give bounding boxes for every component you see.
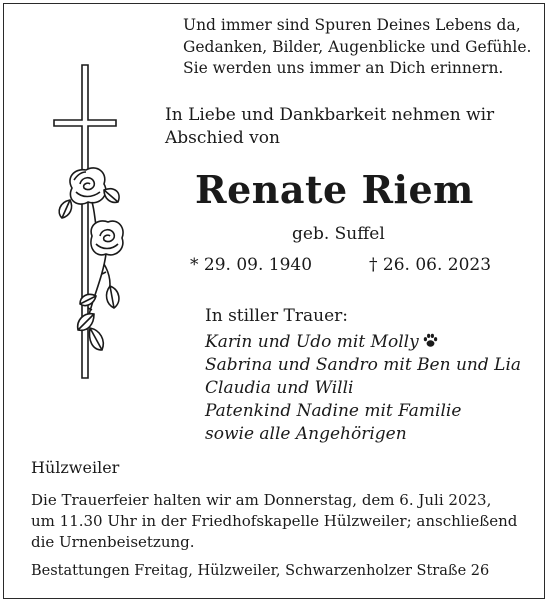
service-line: um 11.30 Uhr in der Friedhofskapelle Hülzweiler; anschließend [31, 512, 518, 530]
memorial-poem [183, 15, 543, 80]
intro-line: In Liebe und Dankbarkeit nehmen wir [165, 105, 495, 125]
service-line: Die Trauerfeier halten wir am Donnerstag, dem 6. Juli 2023, [31, 491, 492, 509]
mourners-list [205, 331, 545, 446]
deceased-name: Renate Riem [195, 167, 474, 212]
mourner-entry: Sabrina und Sandro mit Ben und Lia [205, 355, 522, 375]
maiden-name: geb. Suffel [292, 224, 385, 244]
poem-line: Sie werden uns immer an Dich erinnern. [183, 59, 504, 77]
mourner-entry: sowie alle Angehörigen [205, 424, 407, 444]
poem-line: Und immer sind Spuren Deines Lebens da, [183, 16, 521, 34]
farewell-intro [165, 104, 535, 150]
service-line: die Urnenbeisetzung. [31, 533, 195, 551]
mourning-heading: In stiller Trauer: [205, 306, 348, 326]
intro-line: Abschied von [165, 128, 280, 148]
poem-line: Gedanken, Bilder, Augenblicke und Gefühle. [183, 37, 532, 56]
mourner-entry: Patenkind Nadine mit Familie [205, 401, 462, 421]
birth-date: * 29. 09. 1940 [190, 255, 313, 275]
place-name: Hülzweiler [31, 458, 120, 477]
paw-print-icon [422, 332, 439, 349]
mourner-entry [205, 331, 545, 354]
undertaker-info: Bestattungen Freitag, Hülzweiler, Schwarzenholzer Straße 26 [31, 563, 490, 579]
mourner-entry: Claudia und Willi [205, 378, 354, 398]
mourner-name: Karin und Udo mit Molly [205, 332, 419, 352]
funeral-service-info [31, 490, 541, 553]
cross-with-roses-icon [30, 60, 140, 390]
death-date: † 26. 06. 2023 [369, 255, 492, 275]
